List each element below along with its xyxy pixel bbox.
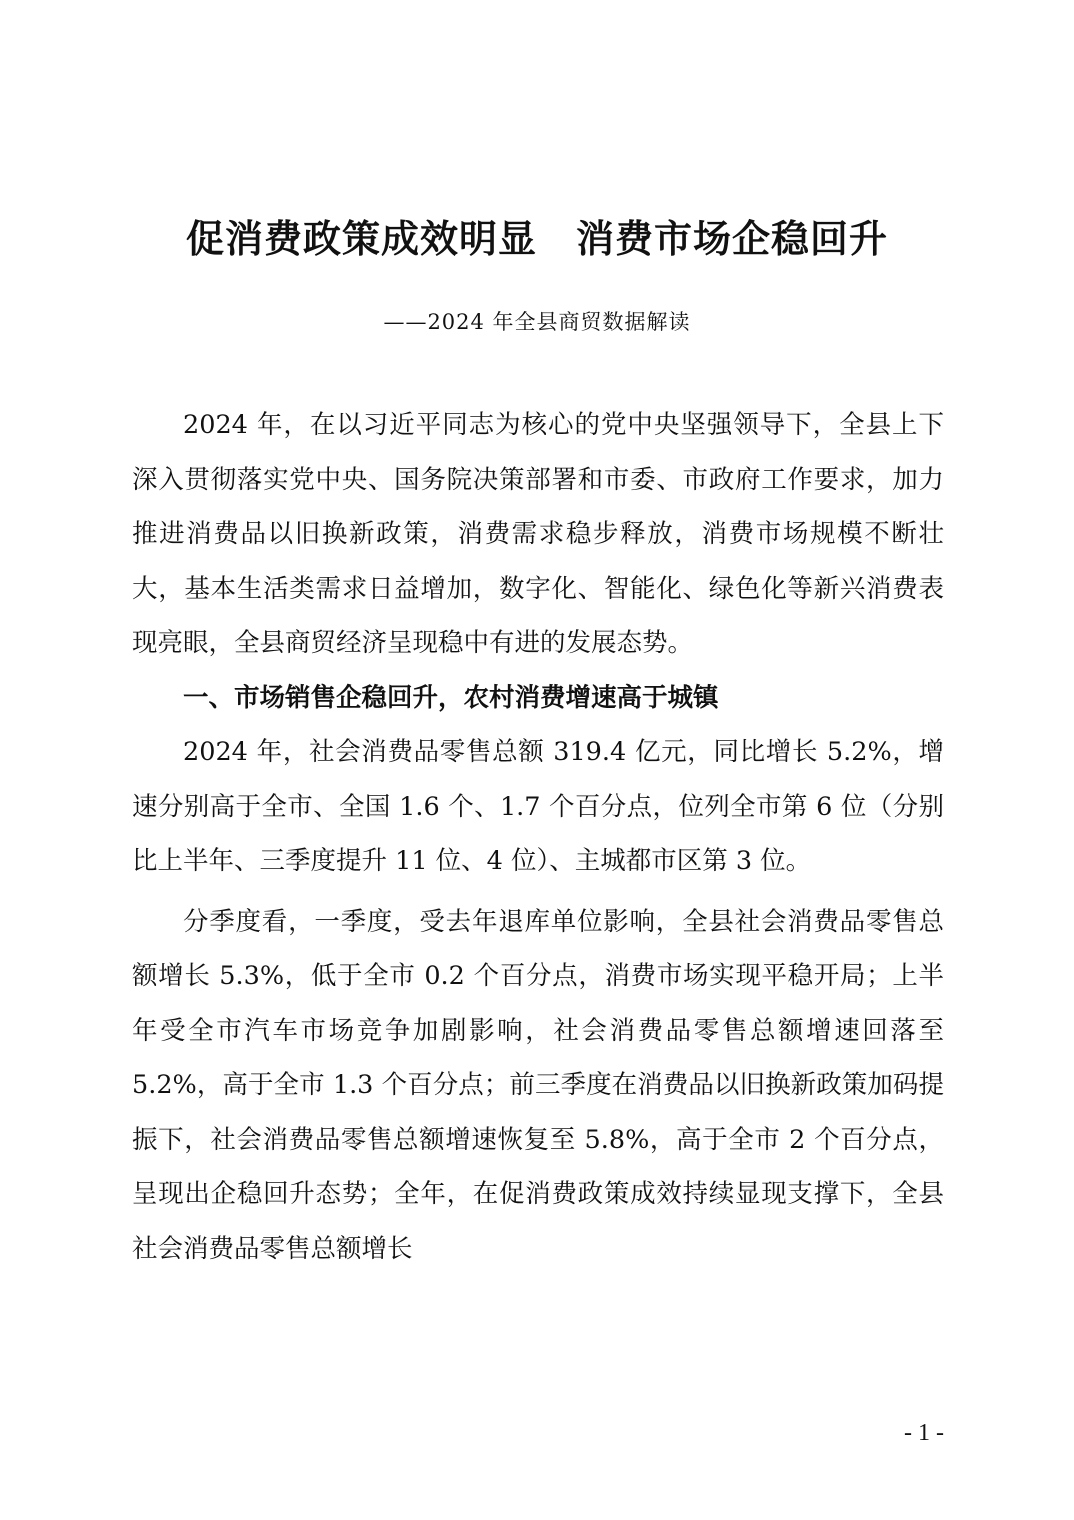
document-title: 促消费政策成效明显 消费市场企稳回升	[185, 216, 888, 261]
document-subtitle: ——2024 年全县商贸数据解读	[383, 310, 691, 334]
paragraph-sales-summary: 2024 年，社会消费品零售总额 319.4 亿元，同比增长 5.2%，增速分别高于全市、全国 1.6 个、1.7 个百分点，位列全市第 6 位（分别比上半年、三季度提升 11 位、4 位）、主城都市区第 3 位。	[132, 737, 944, 876]
document-body	[132, 398, 944, 1276]
page-number: - 1 -	[904, 1420, 944, 1446]
section-heading: 一、市场销售企稳回升，农村消费增速高于城镇	[183, 682, 719, 713]
paragraph-quarterly: 分季度看，一季度，受去年退库单位影响，全县社会消费品零售总额增长 5.3%，低于全市 0.2 个百分点，消费市场实现平稳开局；上半年受全市汽车市场竞争加剧影响，社会消费品零售总额增速回落至 5.2%，高于全市 1.3 个百分点；前三季度在消费品以旧换新政策加码提振下，社会消费品零售总额增速恢复至 5.8%，高于全市 2 个百分点，呈现出企稳回升态势；全年，在促消费政策成效持续显现支撑下，全县社会消费品零售总额增长	[132, 906, 944, 1264]
paragraph-intro: 2024 年，在以习近平同志为核心的党中央坚强领导下，全县上下深入贯彻落实党中央、国务院决策部署和市委、市政府工作要求，加力推进消费品以旧换新政策，消费需求稳步释放，消费市场规模不断壮大，基本生活类需求日益增加，数字化、智能化、绿色化等新兴消费表现亮眼，全县商贸经济呈现稳中有进的发展态势。	[132, 410, 944, 658]
